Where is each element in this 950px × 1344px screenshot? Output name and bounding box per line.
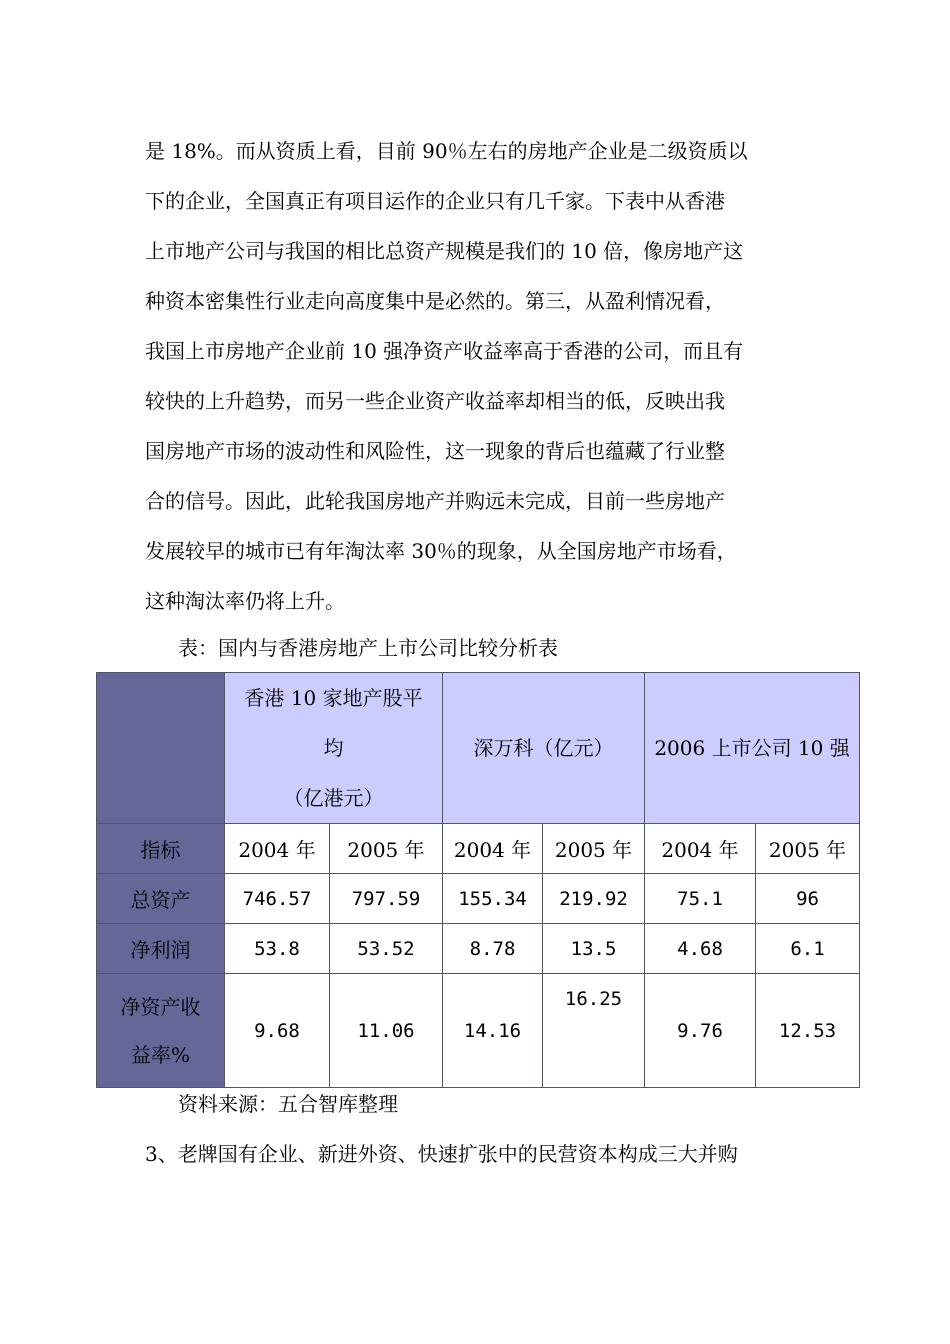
value-cell: 797.59 bbox=[330, 874, 443, 924]
table-row bbox=[97, 924, 860, 974]
paragraph-line: 种资本密集性行业走向高度集中是必然的。第三，从盈利情况看， bbox=[145, 289, 725, 313]
group-header-line: 深万科（亿元） bbox=[473, 736, 614, 760]
value-cell: 14.16 bbox=[443, 974, 543, 1088]
value-cell: 8.78 bbox=[443, 924, 543, 974]
value-cell: 746.57 bbox=[225, 874, 330, 924]
group-header-hk bbox=[225, 673, 443, 824]
value-cell: 4.68 bbox=[645, 924, 756, 974]
table-corner-cell bbox=[97, 673, 225, 824]
year-cell: 2004 年 bbox=[225, 824, 330, 874]
group-header-line: （亿港元） bbox=[283, 786, 384, 810]
paragraph-line: 合的信号。因此，此轮我国房地产并购远未完成，目前一些房地产 bbox=[145, 489, 725, 513]
value-cell: 16.25 bbox=[543, 974, 645, 1088]
group-header-line: 均 bbox=[323, 736, 344, 760]
table-caption: 表：国内与香港房地产上市公司比较分析表 bbox=[178, 636, 558, 660]
paragraph-line: 是 18%。而从资质上看，目前 90％左右的房地产企业是二级资质以 bbox=[145, 139, 748, 163]
body-paragraph bbox=[145, 126, 825, 626]
table-row bbox=[97, 974, 860, 1088]
paragraph-line: 国房地产市场的波动性和风险性，这一现象的背后也蕴藏了行业整 bbox=[145, 439, 725, 463]
table-source-note: 资料来源：五合智库整理 bbox=[178, 1092, 398, 1116]
value-cell: 6.1 bbox=[756, 924, 860, 974]
value-cell: 53.52 bbox=[330, 924, 443, 974]
year-cell: 2004 年 bbox=[645, 824, 756, 874]
row-label-line: 净资产收 bbox=[120, 994, 201, 1019]
group-header-top10 bbox=[645, 673, 860, 824]
year-cell: 2005 年 bbox=[330, 824, 443, 874]
row-label: 总资产 bbox=[97, 874, 225, 924]
value-cell: 53.8 bbox=[225, 924, 330, 974]
paragraph-line: 较快的上升趋势，而另一些企业资产收益率却相当的低，反映出我 bbox=[145, 389, 725, 413]
value-cell: 13.5 bbox=[543, 924, 645, 974]
year-cell: 2005 年 bbox=[543, 824, 645, 874]
group-header-vanke bbox=[443, 673, 645, 824]
paragraph-line: 发展较早的城市已有年淘汰率 30％的现象，从全国房地产市场看， bbox=[145, 539, 737, 563]
row-label: 指标 bbox=[97, 824, 225, 874]
row-label: 净利润 bbox=[97, 924, 225, 974]
group-header-line: 2006 上市公司 10 强 bbox=[654, 736, 850, 760]
value-cell: 11.06 bbox=[330, 974, 443, 1088]
paragraph-line: 上市地产公司与我国的相比总资产规模是我们的 10 倍，像房地产这 bbox=[145, 239, 744, 263]
comparison-table bbox=[96, 672, 860, 1088]
row-label-line: 益率% bbox=[130, 1042, 190, 1067]
value-cell: 9.68 bbox=[225, 974, 330, 1088]
section-heading: 3、老牌国有企业、新进外资、快速扩张中的民营资本构成三大并购 bbox=[145, 1142, 738, 1166]
value-cell: 12.53 bbox=[756, 974, 860, 1088]
value-cell: 219.92 bbox=[543, 874, 645, 924]
value-cell: 155.34 bbox=[443, 874, 543, 924]
value-cell: 75.1 bbox=[645, 874, 756, 924]
row-label bbox=[97, 974, 225, 1088]
table-group-header-row bbox=[97, 673, 860, 824]
table-row bbox=[97, 874, 860, 924]
value-cell: 9.76 bbox=[645, 974, 756, 1088]
year-cell: 2004 年 bbox=[443, 824, 543, 874]
year-cell: 2005 年 bbox=[756, 824, 860, 874]
group-header-line: 香港 10 家地产股平 bbox=[244, 686, 423, 710]
value-cell: 96 bbox=[756, 874, 860, 924]
paragraph-line: 下的企业，全国真正有项目运作的企业只有几千家。下表中从香港 bbox=[145, 189, 725, 213]
table-year-row bbox=[97, 824, 860, 874]
paragraph-line: 这种淘汰率仍将上升。 bbox=[145, 589, 345, 613]
paragraph-line: 我国上市房地产企业前 10 强净资产收益率高于香港的公司，而且有 bbox=[145, 339, 744, 363]
